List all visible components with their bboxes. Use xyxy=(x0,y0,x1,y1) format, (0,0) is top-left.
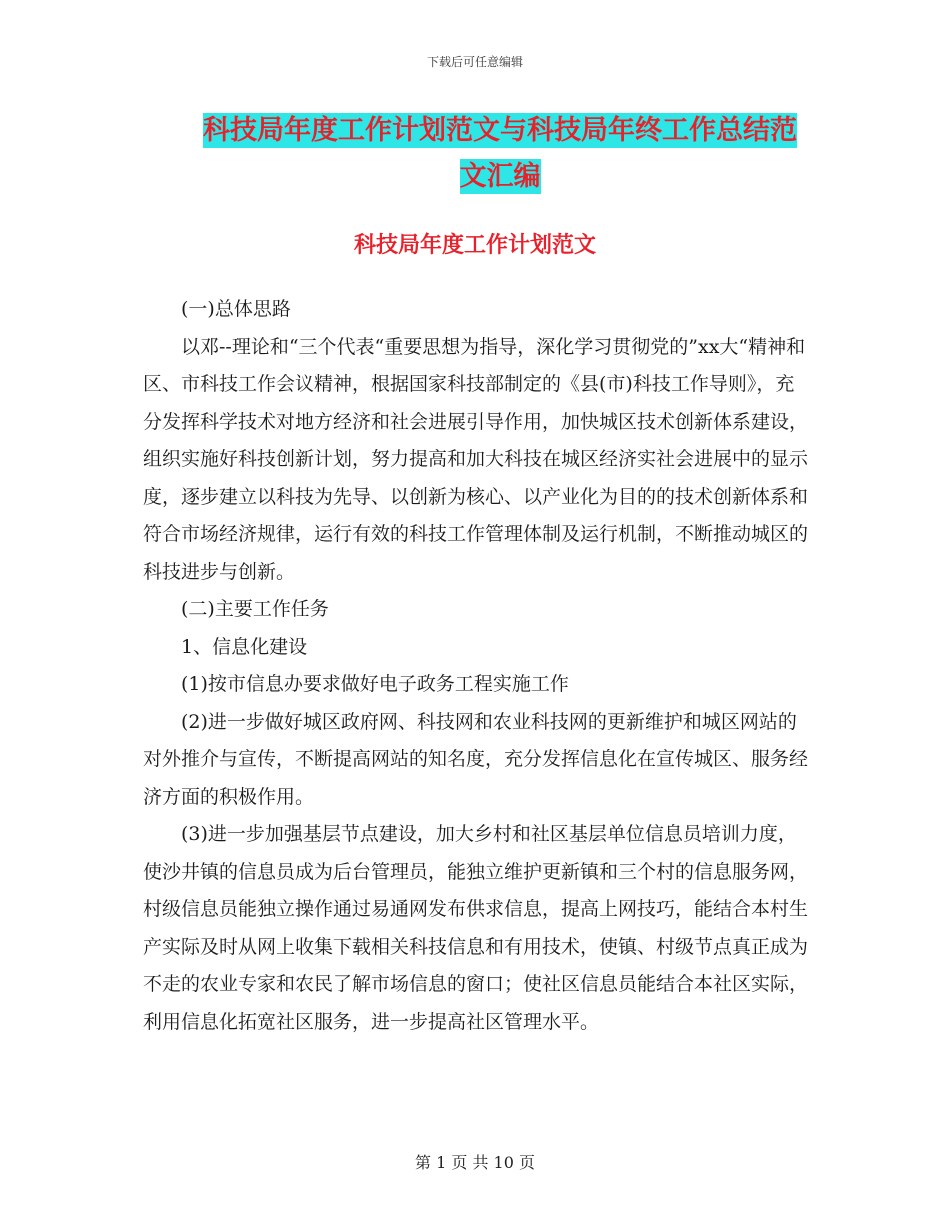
document-title xyxy=(190,108,810,200)
paragraph-item-1: (1)按市信息办要求做好电子政务工程实施工作 xyxy=(181,673,569,695)
section-title: 科技局年度工作计划范文 xyxy=(353,233,596,258)
document-body xyxy=(143,291,808,1041)
paragraph-heading-tasks: (二)主要工作任务 xyxy=(181,598,329,620)
paragraph-heading-informatization: 1、信息化建设 xyxy=(181,635,308,658)
paragraph-heading-overview: (一)总体思路 xyxy=(181,298,291,320)
paragraph-overview: 以邓--理论和“三个代表“重要思想为指导，深化学习贯彻党的”xx大“精神和区、市科技工作会议精神，根据国家科技部制定的《县(市)科技工作导则》，充分发挥科学技术对地方经济和社会进展引导作用，加快城区技术创新体系建设，组织实施好科技创新计划，努力提高和加大科技在城区经济实社会进展中的显示度，逐步建立以科技为先导、以创新为核心、以产业化为目的的技术创新体系和符合市场经济规律，运行有效的科技工作管理体制及运行机制，不断推动城区的科技进步与创新。 xyxy=(143,335,809,583)
paragraph-item-2: (2)进一步做好城区政府网、科技网和农业科技网的更新维护和城区网站的对外推介与宣传，不断提高网站的知名度，充分发挥信息化在宣传城区、服务经济方面的积极作用。 xyxy=(143,710,809,808)
page-footer: 第 1 页 共 10 页 xyxy=(415,1153,535,1172)
page-header-note: 下载后可任意编辑 xyxy=(426,55,523,69)
paragraph-item-3: (3)进一步加强基层节点建设，加大乡村和社区基层单位信息员培训力度，使沙井镇的信息员成为后台管理员，能独立维护更新镇和三个村的信息服务网，村级信息员能独立操作通过易通网发布供求信息，提高上网技巧，能结合本村生产实际及时从网上收集下载相关科技信息和有用技术，使镇、村级节点真正成为不走的农业专家和农民了解市场信息的窗口；使社区信息员能结合本社区实际，利用信息化拓宽社区服务，进一步提高社区管理水平。 xyxy=(143,823,809,1033)
document-title-highlight: 科技局年度工作计划范文与科技局年终工作总结范文汇编 xyxy=(203,115,797,192)
